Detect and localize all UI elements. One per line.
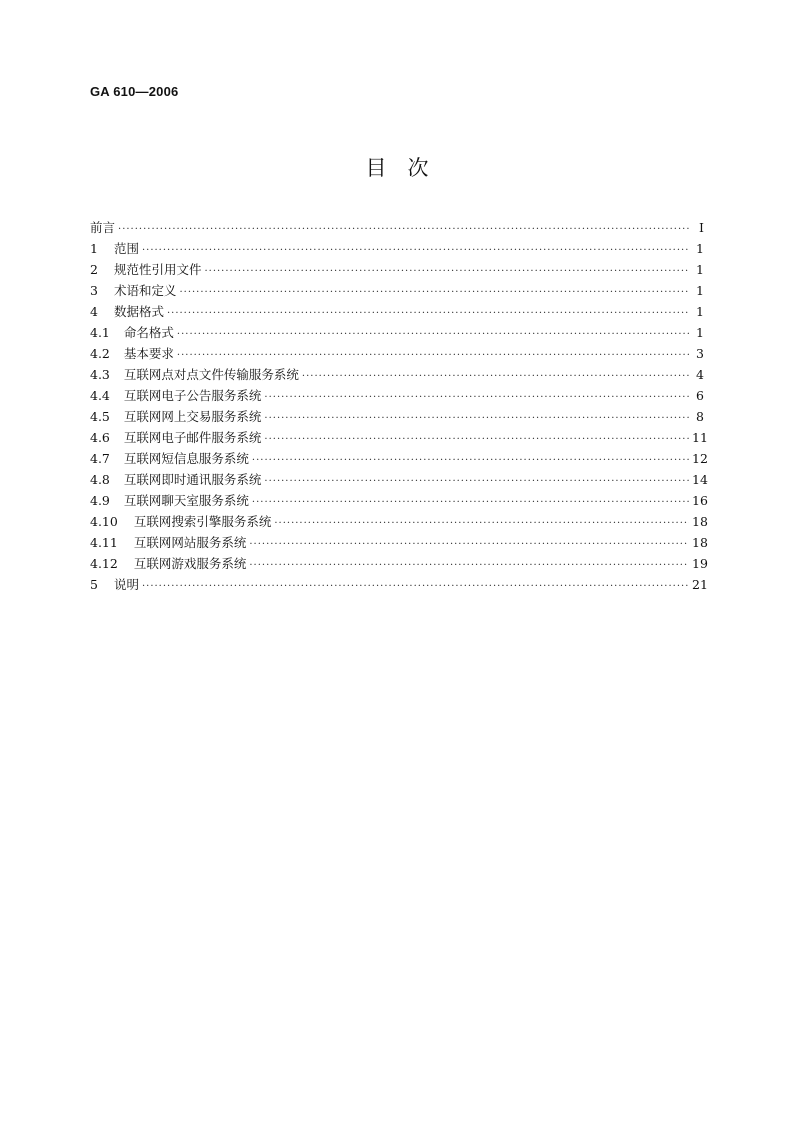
toc-leader-dots <box>249 555 689 576</box>
toc-leader-dots <box>264 429 689 450</box>
toc-entry-label: 命名格式 <box>123 325 174 340</box>
toc-entry[interactable] <box>90 469 708 490</box>
toc-entry-page: 19 <box>692 556 708 571</box>
toc-leader-dots <box>204 261 689 282</box>
toc-entry[interactable] <box>90 280 704 301</box>
toc-leader-dots <box>302 366 689 387</box>
toc-entry-label: 互联网聊天室服务系统 <box>123 493 249 508</box>
toc-entry-number: 1 <box>90 241 98 256</box>
toc-entry-number: 3 <box>90 283 98 298</box>
toc-entry-label: 前言 <box>90 220 116 235</box>
toc-entry-label: 互联网游戏服务系统 <box>133 556 247 571</box>
toc-entry[interactable] <box>90 406 704 427</box>
toc-entry-page: 12 <box>692 451 708 466</box>
toc-entry-page: 11 <box>692 430 708 445</box>
toc-entry-page: I <box>699 220 704 235</box>
toc-entry-label: 术语和定义 <box>113 283 177 298</box>
toc-leader-dots <box>167 303 689 324</box>
toc-entry-label: 互联网电子邮件服务系统 <box>123 430 262 445</box>
toc-leader-dots <box>274 513 689 534</box>
toc-entry[interactable] <box>90 238 704 259</box>
toc-entry[interactable] <box>90 553 708 574</box>
document-code: GA 610—2006 <box>90 84 179 99</box>
toc-entry-page: 16 <box>692 493 708 508</box>
toc-entry-page: 8 <box>696 409 704 424</box>
toc-entry-label: 互联网网站服务系统 <box>133 535 247 550</box>
toc-entry[interactable] <box>90 511 708 532</box>
toc-entry-label: 互联网点对点文件传输服务系统 <box>123 367 299 382</box>
toc-entry-number: 4.4 <box>90 388 110 403</box>
toc-leader-dots <box>177 324 689 345</box>
toc-entry-number: 4.10 <box>90 514 118 529</box>
toc-entry-page: 1 <box>696 304 704 319</box>
toc-entry-number: 5 <box>90 577 98 592</box>
toc-entry-page: 1 <box>696 325 704 340</box>
toc-entry[interactable] <box>90 448 708 469</box>
toc-entry-label: 互联网网上交易服务系统 <box>123 409 262 424</box>
toc-entry[interactable] <box>90 364 704 385</box>
toc-entry[interactable] <box>90 532 708 553</box>
toc-entry-number: 4.9 <box>90 493 110 508</box>
toc-entry-page: 3 <box>696 346 704 361</box>
toc-leader-dots <box>177 345 689 366</box>
toc-entry-label: 范围 <box>113 241 139 256</box>
toc-entry-number: 4.8 <box>90 472 110 487</box>
toc-leader-dots <box>179 282 689 303</box>
toc-entry-number: 4.7 <box>90 451 110 466</box>
toc-entry-label: 说明 <box>113 577 139 592</box>
toc-entry[interactable] <box>90 259 704 280</box>
table-of-contents <box>90 217 708 595</box>
toc-entry[interactable] <box>90 574 708 595</box>
toc-entry-page: 21 <box>692 577 708 592</box>
toc-entry-page: 1 <box>696 241 704 256</box>
toc-entry-number: 2 <box>90 262 98 277</box>
toc-leader-dots <box>264 408 689 429</box>
toc-entry[interactable] <box>90 490 708 511</box>
toc-entry-number: 4 <box>90 304 98 319</box>
toc-entry-number: 4.2 <box>90 346 110 361</box>
toc-leader-dots <box>252 450 689 471</box>
toc-leader-dots <box>142 576 689 597</box>
toc-entry-number: 4.3 <box>90 367 110 382</box>
toc-entry[interactable] <box>90 217 704 238</box>
toc-entry-number: 4.11 <box>90 535 118 550</box>
toc-entry-number: 4.1 <box>90 325 110 340</box>
toc-entry-label: 规范性引用文件 <box>113 262 202 277</box>
toc-leader-dots <box>142 240 689 261</box>
toc-entry[interactable] <box>90 427 708 448</box>
toc-entry-page: 18 <box>692 514 708 529</box>
toc-entry-label: 基本要求 <box>123 346 174 361</box>
toc-entry-number: 4.6 <box>90 430 110 445</box>
toc-entry-page: 4 <box>696 367 704 382</box>
toc-leader-dots <box>249 534 689 555</box>
toc-entry-number: 4.12 <box>90 556 118 571</box>
toc-leader-dots <box>264 387 689 408</box>
toc-entry-page: 18 <box>692 535 708 550</box>
toc-entry-label: 互联网电子公告服务系统 <box>123 388 262 403</box>
toc-entry-label: 互联网即时通讯服务系统 <box>123 472 262 487</box>
toc-leader-dots <box>252 492 689 513</box>
toc-title: 目 次 <box>365 156 429 180</box>
toc-entry[interactable] <box>90 322 704 343</box>
toc-entry-page: 1 <box>696 283 704 298</box>
toc-entry-page: 6 <box>696 388 704 403</box>
toc-entry-label: 互联网搜索引擎服务系统 <box>133 514 272 529</box>
toc-entry-label: 数据格式 <box>113 304 164 319</box>
toc-entry[interactable] <box>90 343 704 364</box>
toc-entry-label: 互联网短信息服务系统 <box>123 451 249 466</box>
toc-leader-dots <box>264 471 689 492</box>
toc-entry-page: 1 <box>696 262 704 277</box>
toc-entry-page: 14 <box>692 472 708 487</box>
toc-entry[interactable] <box>90 385 704 406</box>
toc-entry[interactable] <box>90 301 704 322</box>
toc-leader-dots <box>118 219 689 240</box>
toc-entry-number: 4.5 <box>90 409 110 424</box>
